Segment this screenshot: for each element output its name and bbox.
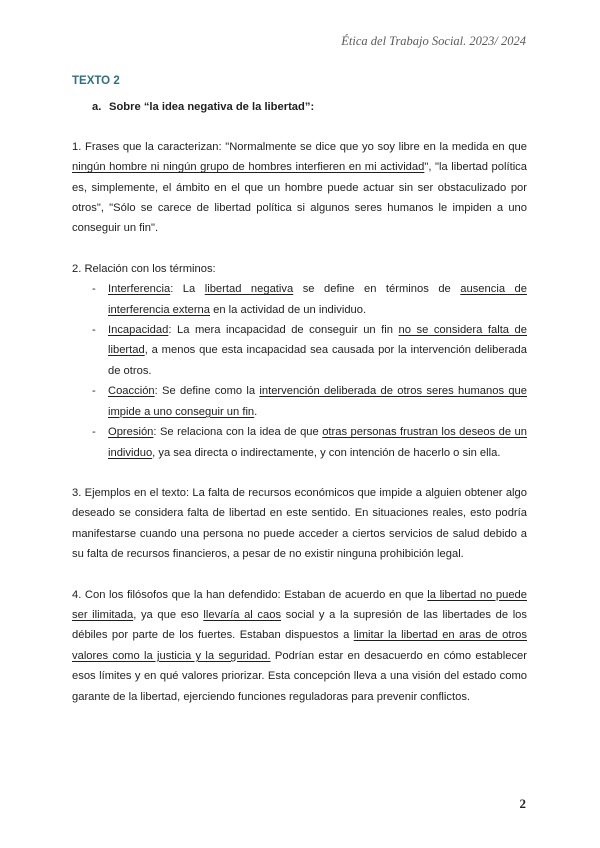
p4-text-c: social y a la supresión de las libertades de los débiles por parte de los fuertes. Estaban dispuestos a bbox=[72, 608, 528, 642]
item-text: : Se relaciona con la idea de que bbox=[153, 426, 323, 439]
p1-text-a: 1. Frases que la caracterizan: "Normalmente se dice que yo soy libre en la medida en que bbox=[72, 140, 527, 153]
item-text: : Se define como la bbox=[154, 385, 260, 398]
p4-text-a: 4. Con los filósofos que la han defendido: Estaban de acuerdo en que bbox=[72, 588, 428, 601]
bullet-dash: - bbox=[92, 385, 96, 398]
subheading-title: Sobre “la idea negativa de la libertad”: bbox=[109, 101, 315, 114]
list-item-interferencia bbox=[92, 279, 527, 320]
page-number: 2 bbox=[519, 796, 526, 811]
paragraph-examples: 3. Ejemplos en el texto: La falta de recursos económicos que impide a alguien obtener algo deseado se considera falta de libertad en este sentido. En situaciones reales, esto podría manifestarse cuando una persona no puede acceder a ciertos servicios de salud debido a su falta de recursos financieros, a pesar de no existir ninguna prohibición legal. bbox=[72, 486, 527, 561]
item-underline: ausencia de interferencia externa bbox=[108, 283, 527, 316]
item-text: se define en términos de bbox=[293, 283, 461, 296]
section-label: TEXTO 2 bbox=[72, 75, 120, 87]
p4-underline-3: limitar la libertad en aras de otros valores como la justicia y la seguridad. bbox=[72, 629, 527, 662]
running-header: Ética del Trabajo Social. 2023/ 2024 bbox=[341, 34, 526, 48]
p1-text-b: ", "la libertad política es, simplemente, el ámbito en el que un hombre puede actuar sin ser obstaculizado por otros", "Sólo se carece de libertad política si algunos seres humanos le impiden a uno conseguir un fin". bbox=[72, 161, 527, 235]
bullet-dash: - bbox=[92, 283, 96, 296]
term-interferencia: Interferencia bbox=[108, 283, 171, 296]
item-text: : La mera incapacidad de conseguir un fin bbox=[168, 324, 399, 337]
document-body bbox=[72, 71, 527, 707]
paragraph-philosophers bbox=[72, 585, 527, 707]
subheading-letter: a. bbox=[92, 101, 102, 114]
term-opresion: Opresión bbox=[108, 426, 154, 439]
section-subheading bbox=[92, 97, 527, 117]
item-text: , ya sea directa o indirectamente, y con intención de hacerlo o sin ella. bbox=[152, 446, 501, 459]
paragraph-phrases bbox=[72, 137, 527, 239]
item-underline: otras personas frustran los deseos de un individuo bbox=[108, 426, 527, 459]
terms-list bbox=[72, 279, 527, 463]
term-incapacidad: Incapacidad bbox=[108, 324, 169, 337]
p1-underline-1: ningún hombre ni ningún grupo de hombres interfieren en mi actividad bbox=[72, 161, 425, 174]
item-underline: libertad negativa bbox=[204, 283, 294, 296]
p4-underline-2: llevaría al caos bbox=[203, 608, 282, 621]
list-item-incapacidad bbox=[92, 320, 527, 381]
paragraph-relations-intro: 2. Relación con los términos: bbox=[72, 262, 216, 275]
p4-text-d: Podrían estar en desacuerdo en cómo establecer esos límites y en qué valores priorizar. Esta concepción lleva a una visión del estado como garante de la libertad, ejerciendo funciones reguladoras para prevenir conflictos. bbox=[72, 649, 527, 703]
p4-underline-1: la libertad no puede ser ilimitada bbox=[72, 588, 528, 621]
p4-text-b: , ya que eso bbox=[133, 608, 204, 621]
list-item-opresion bbox=[92, 422, 527, 463]
item-text: . bbox=[254, 405, 258, 418]
item-text: , a menos que esta incapacidad sea causada por la intervención deliberada de otros. bbox=[108, 344, 527, 377]
item-underline: no se considera falta de libertad bbox=[108, 324, 527, 357]
bullet-dash: - bbox=[92, 324, 96, 337]
term-coaccion: Coacción bbox=[108, 385, 155, 398]
list-item-coaccion bbox=[92, 381, 527, 422]
bullet-dash: - bbox=[92, 426, 96, 439]
item-underline: intervención deliberada de otros seres humanos que impide a uno conseguir un fin bbox=[108, 385, 527, 418]
item-text: : La bbox=[170, 283, 205, 296]
item-text: en la actividad de un individuo. bbox=[210, 303, 367, 316]
